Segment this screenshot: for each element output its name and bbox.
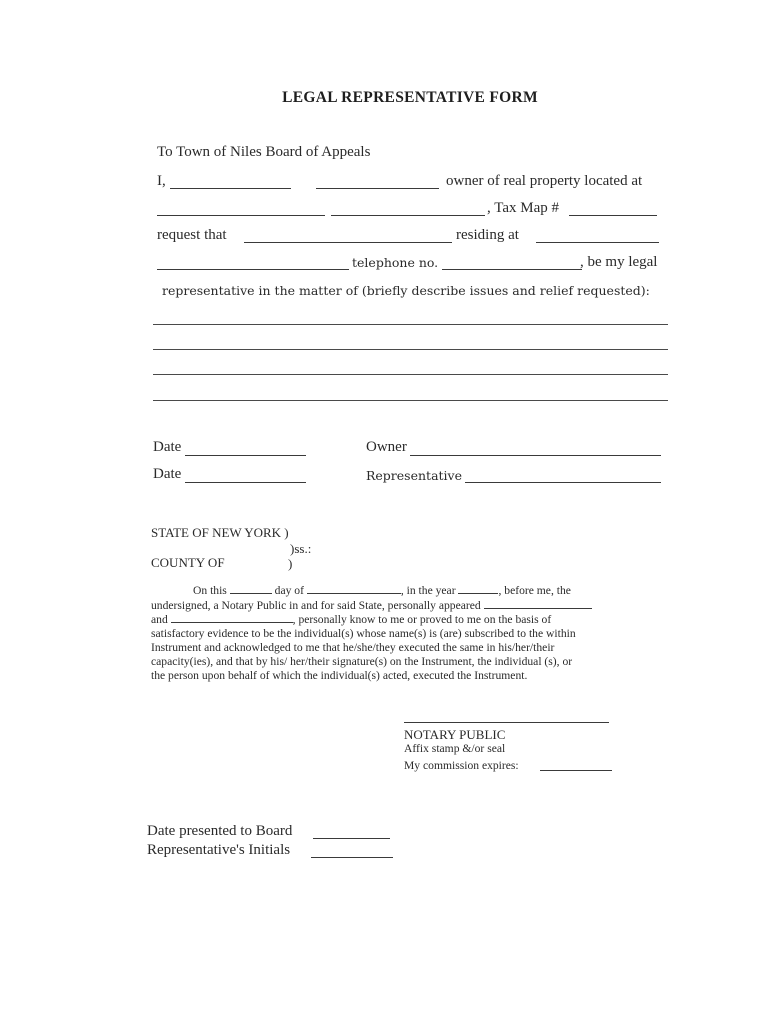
- notary-line-2: undersigned, a Notary Public in and for said State, personally appeared: [151, 599, 592, 613]
- description-line-2[interactable]: [153, 349, 668, 350]
- year-blank[interactable]: [458, 593, 498, 594]
- notary-line-7: the person upon behalf of which the individual(s) acted, executed the Instrument.: [151, 669, 528, 682]
- notary-line-6: capacity(ies), and that by his/ her/their signature(s) on the Instrument, the individual (s), or: [151, 655, 573, 668]
- ss-mark: )ss.:: [290, 541, 312, 556]
- date-blank-1[interactable]: [185, 455, 306, 456]
- notary-signature-blank[interactable]: [404, 722, 609, 723]
- representative-label: Representative: [366, 468, 463, 483]
- date-label-1: Date: [153, 439, 182, 455]
- affix-stamp-label: Affix stamp &/or seal: [404, 742, 506, 755]
- notary-public-label: NOTARY PUBLIC: [404, 727, 506, 742]
- notary-line-4: satisfactory evidence to be the individual(s) whose name(s) is (are) subscribed to the within: [151, 627, 576, 640]
- owner-signature-blank[interactable]: [410, 455, 661, 456]
- tax-map-label: , Tax Map #: [487, 200, 559, 216]
- on-this-label: On this: [193, 584, 227, 597]
- date-presented-label: Date presented to Board: [147, 823, 293, 839]
- telephone-blank[interactable]: [442, 269, 582, 270]
- day-blank[interactable]: [230, 593, 272, 594]
- tax-map-blank[interactable]: [569, 215, 657, 216]
- addressee: To Town of Niles Board of Appeals: [157, 144, 371, 160]
- line4-suffix: , be my legal: [580, 254, 658, 270]
- second-name-blank[interactable]: [171, 622, 293, 623]
- date-presented-blank[interactable]: [313, 838, 390, 839]
- representative-initials-label: Representative's Initials: [147, 842, 291, 858]
- state-line: STATE OF NEW YORK ): [151, 525, 289, 540]
- description-line-4[interactable]: [153, 400, 668, 401]
- property-location-blank-2[interactable]: [331, 215, 485, 216]
- day-of-label: day of: [274, 584, 304, 597]
- matter-description-label: representative in the matter of (briefly describe issues and relief requested):: [162, 283, 650, 298]
- property-location-blank-1[interactable]: [157, 215, 325, 216]
- date-label-2: Date: [153, 466, 182, 482]
- residing-address-blank-2[interactable]: [157, 269, 349, 270]
- in-the-year-label: , in the year: [400, 584, 456, 597]
- notary-line-1: [193, 584, 571, 598]
- form-title: LEGAL REPRESENTATIVE FORM: [282, 89, 538, 106]
- owner-name-blank-2[interactable]: [316, 188, 439, 189]
- description-line-3[interactable]: [153, 374, 668, 375]
- representative-name-blank[interactable]: [244, 242, 452, 243]
- notary-line-5: Instrument and acknowledged to me that he/she/they executed the same in his/her/their: [151, 641, 555, 654]
- county-paren: ): [288, 556, 293, 571]
- line3-prefix: request that: [157, 227, 227, 243]
- commission-expires-blank[interactable]: [540, 770, 612, 771]
- appeared-name-blank[interactable]: [484, 608, 592, 609]
- commission-expires-label: My commission expires:: [404, 759, 519, 772]
- before-me-label: , before me, the: [498, 584, 571, 597]
- line1-suffix: owner of real property located at: [446, 173, 643, 189]
- owner-label: Owner: [366, 439, 407, 455]
- representative-signature-blank[interactable]: [465, 482, 661, 483]
- owner-name-blank-1[interactable]: [170, 188, 291, 189]
- description-line-1[interactable]: [153, 324, 668, 325]
- residing-label: residing at: [456, 227, 519, 243]
- county-line: COUNTY OF: [151, 555, 225, 570]
- date-blank-2[interactable]: [185, 482, 306, 483]
- notary-line-3: and , personally know to me or proved to me on the basis of: [151, 613, 552, 626]
- residing-address-blank[interactable]: [536, 242, 659, 243]
- line1-prefix: I,: [157, 173, 166, 189]
- telephone-label: telephone no.: [352, 255, 439, 270]
- representative-initials-blank[interactable]: [311, 857, 393, 858]
- month-blank[interactable]: [307, 593, 401, 594]
